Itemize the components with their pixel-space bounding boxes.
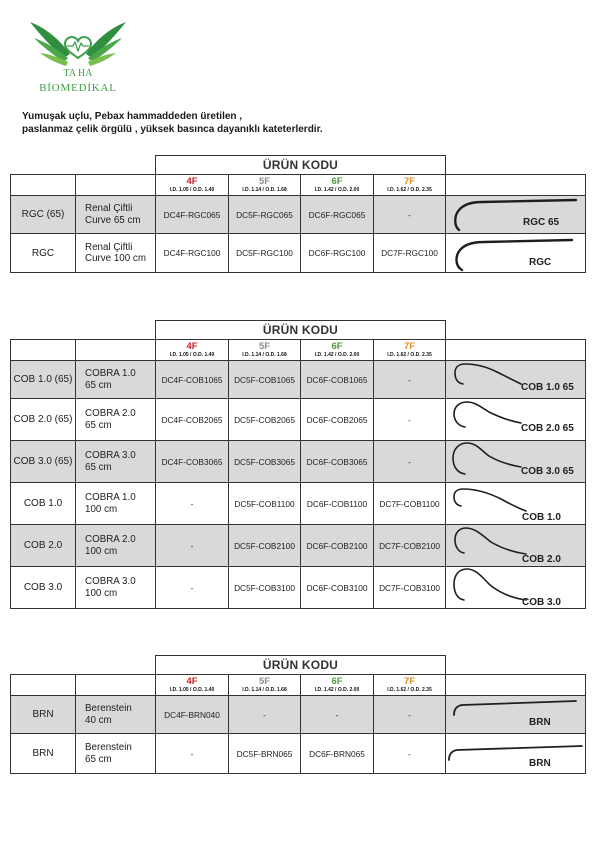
curve-label: BRN	[529, 758, 551, 769]
curve-image-cell	[445, 524, 586, 567]
model-name-line: COBRA 2.0	[85, 534, 136, 545]
table-row	[0, 195, 595, 234]
curve-label: COB 3.0	[522, 597, 561, 608]
brand-tagline: BİOMEDİKAL	[39, 82, 117, 94]
curve-label: RGC	[529, 257, 552, 268]
product-code-cell: DC6F-RGC065	[300, 195, 374, 234]
product-code-cell: -	[373, 695, 446, 734]
product-code-cell: DC7F-COB1100	[373, 482, 446, 525]
diameter-spec: I.D. 1.14 / O.D. 1.68	[242, 352, 287, 358]
model-code-cell: RGC	[10, 233, 76, 273]
curve-label: RGC 65	[523, 217, 560, 228]
diameter-spec: I.D. 1.62 / O.D. 2.35	[387, 687, 432, 693]
model-name-line: COBRA 2.0	[85, 408, 136, 419]
product-code-cell: DC4F-BRN040	[155, 695, 229, 734]
curve-label: COB 2.0	[522, 554, 561, 565]
model-name-line: 100 cm	[85, 545, 118, 557]
product-code-cell: DC5F-COB2065	[228, 398, 301, 441]
catheter-curve-path	[454, 489, 526, 511]
table-row	[0, 695, 595, 734]
product-code-cell: -	[373, 440, 446, 483]
diameter-spec: I.D. 1.62 / O.D. 2.35	[387, 187, 432, 193]
header-blank-cell	[445, 174, 586, 196]
model-name-line: COBRA 3.0	[85, 450, 136, 461]
table-row	[0, 398, 595, 441]
product-code-cell: -	[155, 566, 229, 609]
header-blank-cell	[445, 674, 586, 696]
model-name-line: COBRA 3.0	[85, 576, 136, 587]
curve-label: BRN	[529, 717, 551, 728]
size-header-7f	[373, 339, 446, 361]
catheter-curve-path	[453, 443, 521, 474]
french-size-label: 7F	[403, 676, 416, 687]
model-name-cell	[75, 195, 156, 234]
model-name-line: Renal Çiftli	[85, 241, 133, 253]
rgc-65-curve-icon	[446, 196, 586, 234]
product-code-cell: -	[155, 482, 229, 525]
size-header-4f	[155, 174, 229, 196]
model-name-cell	[75, 695, 156, 734]
product-code-cell: DC7F-COB2100	[373, 524, 446, 567]
french-size-label: 6F	[331, 341, 343, 352]
catheter-curve-path	[454, 402, 521, 427]
model-code-cell: BRN	[10, 733, 76, 774]
curve-image-cell	[445, 440, 586, 483]
product-code-header: ÜRÜN KODU	[155, 155, 446, 175]
curve-label: COB 1.0	[522, 512, 561, 523]
table-row	[0, 482, 595, 525]
product-code-cell: DC6F-RGC100	[300, 233, 374, 273]
curve-label: COB 1.0 65	[521, 382, 574, 393]
curve-label: COB 2.0 65	[521, 423, 574, 434]
product-code-cell: DC6F-COB1100	[300, 482, 374, 525]
product-code-cell: DC6F-COB3100	[300, 566, 374, 609]
cobra-3-0-100-curve-icon	[446, 567, 586, 609]
size-header-6f	[300, 174, 374, 196]
model-code-cell: COB 3.0	[10, 566, 76, 609]
intro-line-1: Yumuşak uçlu, Pebax hammaddeden üretilen ,	[22, 111, 243, 122]
model-code-cell: COB 2.0	[10, 524, 76, 567]
model-name-line: 65 cm	[85, 379, 112, 391]
french-size-label: 4F	[186, 176, 198, 187]
product-code-header: ÜRÜN KODU	[155, 655, 446, 675]
product-code-cell: -	[373, 360, 446, 399]
model-name-line: Berenstein	[85, 703, 132, 714]
header-blank-cell	[75, 174, 156, 196]
diameter-spec: I.D. 1.14 / O.D. 1.68	[242, 187, 287, 193]
product-code-cell: DC4F-COB3065	[155, 440, 229, 483]
table-row	[0, 524, 595, 567]
diameter-spec: I.D. 1.14 / O.D. 1.68	[242, 687, 287, 693]
product-code-cell: DC6F-COB2100	[300, 524, 374, 567]
header-blank-cell	[445, 339, 586, 361]
model-code-cell: COB 1.0 (65)	[10, 360, 76, 399]
catheter-curve-path	[454, 569, 526, 600]
product-code-cell: DC5F-RGC100	[228, 233, 301, 273]
product-code-cell: DC5F-COB1100	[228, 482, 301, 525]
catheter-curve-path	[455, 528, 526, 554]
model-code-cell: COB 2.0 (65)	[10, 398, 76, 441]
french-size-label: 4F	[186, 341, 198, 352]
curve-label: COB 3.0 65	[521, 466, 574, 477]
product-code-cell: -	[155, 733, 229, 774]
catheter-curve-path	[454, 701, 576, 715]
product-code-cell: -	[373, 398, 446, 441]
berenstein-40-curve-icon	[446, 696, 586, 734]
curve-image-cell	[445, 195, 586, 234]
size-header-7f	[373, 174, 446, 196]
product-code-cell: DC5F-COB3100	[228, 566, 301, 609]
header-blank-cell	[10, 339, 76, 361]
product-code-cell: -	[155, 524, 229, 567]
model-name-cell	[75, 398, 156, 441]
cobra-2-0-65-curve-icon	[446, 399, 586, 441]
size-header-5f	[228, 674, 301, 696]
product-code-cell: DC5F-RGC065	[228, 195, 301, 234]
french-size-label: 6F	[331, 676, 343, 687]
cobra-1-0-100-curve-icon	[446, 483, 586, 525]
model-code-cell: RGC (65)	[10, 195, 76, 234]
header-blank-cell	[75, 339, 156, 361]
product-code-cell: DC4F-RGC100	[155, 233, 229, 273]
product-code-cell: -	[228, 695, 301, 734]
model-name-cell	[75, 440, 156, 483]
size-header-7f	[373, 674, 446, 696]
rgc-100-curve-icon	[446, 234, 586, 273]
model-name-cell	[75, 733, 156, 774]
model-code-cell: BRN	[10, 695, 76, 734]
french-size-label: 6F	[331, 176, 343, 187]
french-size-label: 5F	[258, 176, 271, 187]
model-name-cell	[75, 360, 156, 399]
model-code-cell: COB 3.0 (65)	[10, 440, 76, 483]
cobra-1-0-65-curve-icon	[446, 361, 586, 399]
model-name-line: 65 cm	[85, 419, 112, 431]
product-code-cell: DC7F-RGC100	[373, 233, 446, 273]
curve-image-cell	[445, 233, 586, 273]
table-row	[0, 233, 595, 273]
model-name-line: Berenstein	[85, 742, 132, 753]
french-size-label: 7F	[403, 176, 416, 187]
model-name-line: Curve 100 cm	[85, 253, 146, 264]
model-name-line: 100 cm	[85, 503, 118, 515]
product-code-cell: DC4F-COB1065	[155, 360, 229, 399]
product-code-cell: -	[300, 695, 374, 734]
model-name-cell	[75, 524, 156, 567]
product-code-cell: DC6F-COB1065	[300, 360, 374, 399]
diameter-spec: I.D. 1.42 / O.D. 2.00	[314, 187, 360, 193]
french-size-label: 5F	[258, 341, 271, 352]
product-code-cell: DC6F-COB3065	[300, 440, 374, 483]
curve-image-cell	[445, 360, 586, 399]
model-name-line: Renal Çiftli	[85, 203, 133, 214]
size-header-5f	[228, 339, 301, 361]
product-code-cell: -	[373, 195, 446, 234]
product-code-cell: DC5F-BRN065	[228, 733, 301, 774]
diameter-spec: I.D. 1.05 / O.D. 1.40	[169, 687, 215, 693]
model-name-line: 40 cm	[85, 714, 112, 726]
product-code-cell: DC6F-COB2065	[300, 398, 374, 441]
model-name-line: 65 cm	[85, 753, 112, 765]
french-size-label: 7F	[403, 341, 416, 352]
model-name-line: 100 cm	[85, 587, 118, 599]
product-code-cell: DC7F-COB3100	[373, 566, 446, 609]
french-size-label: 4F	[186, 676, 198, 687]
model-name-cell	[75, 482, 156, 525]
product-code-cell: -	[373, 733, 446, 774]
berenstein-65-curve-icon	[446, 734, 586, 774]
size-header-4f	[155, 339, 229, 361]
model-name-line: Curve 65 cm	[85, 214, 141, 226]
curve-image-cell	[445, 398, 586, 441]
product-code-cell: DC4F-COB2065	[155, 398, 229, 441]
diameter-spec: I.D. 1.62 / O.D. 2.35	[387, 352, 432, 358]
curve-image-cell	[445, 695, 586, 734]
table-row	[0, 566, 595, 609]
intro-line-2: paslanmaz çelik örgülü , yüksek basınca dayanıklı kateterlerdir.	[22, 123, 323, 135]
curve-image-cell	[445, 733, 586, 774]
table-row	[0, 733, 595, 774]
model-name-cell	[75, 233, 156, 273]
size-header-6f	[300, 674, 374, 696]
header-blank-cell	[10, 174, 76, 196]
catheter-curve-path	[456, 240, 572, 270]
product-code-header: ÜRÜN KODU	[155, 320, 446, 340]
french-size-label: 5F	[258, 676, 271, 687]
model-code-cell: COB 1.0	[10, 482, 76, 525]
brand-name: TA HA	[63, 68, 93, 79]
model-name-line: 65 cm	[85, 461, 112, 473]
catheter-curve-path	[455, 364, 521, 384]
curve-image-cell	[445, 566, 586, 609]
diameter-spec: I.D. 1.05 / O.D. 1.40	[169, 352, 215, 358]
model-name-line: COBRA 1.0	[85, 492, 136, 503]
size-header-4f	[155, 674, 229, 696]
header-blank-cell	[10, 674, 76, 696]
diameter-spec: I.D. 1.05 / O.D. 1.40	[169, 187, 215, 193]
product-code-cell: DC5F-COB1065	[228, 360, 301, 399]
table-row	[0, 360, 595, 399]
diameter-spec: I.D. 1.42 / O.D. 2.00	[314, 352, 360, 358]
model-name-line: COBRA 1.0	[85, 368, 136, 379]
diameter-spec: I.D. 1.42 / O.D. 2.00	[314, 687, 360, 693]
catheter-curve-path	[449, 746, 582, 760]
curve-image-cell	[445, 482, 586, 525]
model-name-cell	[75, 566, 156, 609]
header-blank-cell	[75, 674, 156, 696]
product-code-cell: DC5F-COB3065	[228, 440, 301, 483]
cobra-2-0-100-curve-icon	[446, 525, 586, 567]
table-row	[0, 440, 595, 483]
size-header-6f	[300, 339, 374, 361]
size-header-5f	[228, 174, 301, 196]
product-code-cell: DC6F-BRN065	[300, 733, 374, 774]
product-code-cell: DC5F-COB2100	[228, 524, 301, 567]
product-code-cell: DC4F-RGC065	[155, 195, 229, 234]
